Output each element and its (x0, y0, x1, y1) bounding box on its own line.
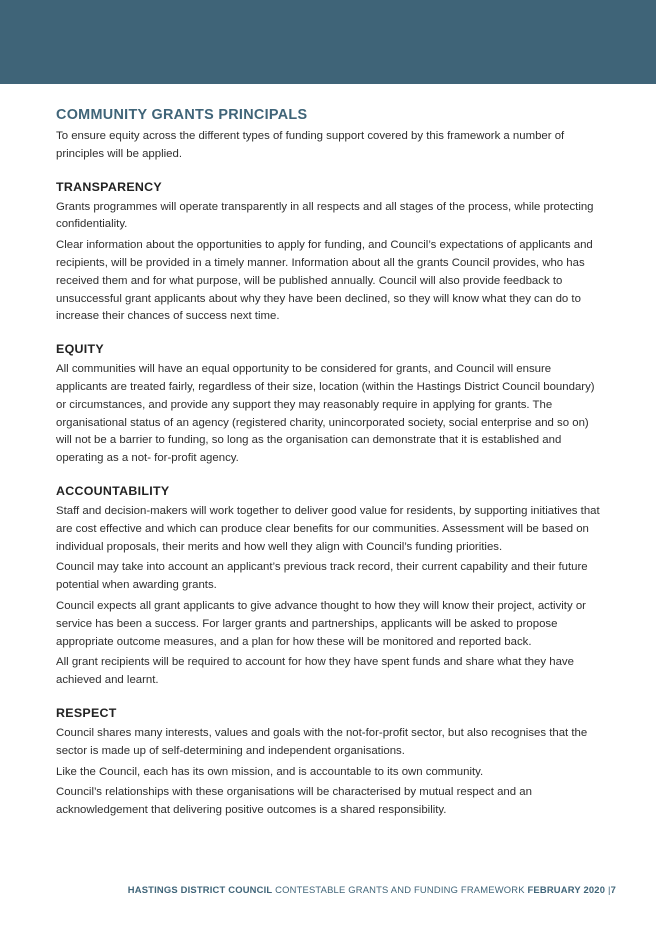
paragraph: Council may take into account an applicant’s previous track record, their current capability and their future potential when awarding grants. (56, 561, 588, 592)
footer-doc-title: CONTESTABLE GRANTS AND FUNDING FRAMEWORK (275, 884, 525, 895)
paragraph: Council expects all grant applicants to give advance thought to how they will know their project, activity or service has been a success. For larger grants and partnerships, applicants will be asked to propose appropriate outcome measures, and a plan for how these will be monitored and reported back. (56, 599, 586, 648)
document-body (56, 107, 604, 823)
paragraph: Council shares many interests, values and goals with the not-for-profit sector, but also recognises that the sector is made up of self-determining and independent organisations. (56, 726, 588, 757)
intro-paragraph: To ensure equity across the different types of funding support covered by this framework a number of principles will be applied. (56, 130, 565, 160)
footer-date: FEBRUARY 2020 (527, 884, 606, 895)
section-equity (56, 342, 604, 468)
paragraph: All grant recipients will be required to account for how they have spent funds and share what they have achieved and learnt. (56, 656, 574, 687)
section-heading-respect: RESPECT (56, 705, 117, 720)
paragraph: Like the Council, each has its own mission, and is accountable to its own community. (56, 765, 484, 778)
page-footer (128, 884, 616, 895)
section-accountability (56, 484, 604, 690)
page-title: COMMUNITY GRANTS PRINCIPALS (56, 107, 308, 123)
paragraph: Council’s relationships with these organisations will be characterised by mutual respect and an acknowledgement that delivering positive outcomes is a shared responsibility. (56, 786, 532, 817)
section-heading-equity: EQUITY (56, 342, 104, 357)
section-heading-transparency: TRANSPARENCY (56, 179, 162, 194)
header-band (0, 0, 656, 84)
section-respect (56, 706, 604, 820)
section-transparency (56, 180, 604, 327)
section-heading-accountability: ACCOUNTABILITY (56, 483, 170, 498)
footer-org: HASTINGS DISTRICT COUNCIL (127, 884, 273, 895)
paragraph: All communities will have an equal opportunity to be considered for grants, and Council will ensure applicants are treated fairly, regardless of their size, location (within the Hastings District Council boundary) or circumstances, and provide any support they may reasonably require in applying for grants. The organisational status of an agency (registered charity, unincorporated society, social enterprise and so on) will not be a barrier to funding, so long as the organisation can demonstrate that it is established and operating as a not- for-profit agency. (56, 363, 595, 465)
paragraph: Grants programmes will operate transparently in all respects and all stages of the process, while protecting confidentiality. (56, 200, 594, 231)
paragraph: Clear information about the opportunities to apply for funding, and Council’s expectations of applicants and recipients, will be provided in a timely manner. Information about all the grants Council provides, who has received them and for what purpose, will be published annually. Council will also provide feedback to unsuccessful grant applicants about why they have been declined, so they will know what they can do to increase their chances of success next time. (56, 239, 593, 323)
footer-separator: | (607, 884, 611, 895)
paragraph: Staff and decision-makers will work together to deliver good value for residents, by supporting initiatives that are cost effective and which can produce clear benefits for our communities. Assessment will be based on individual proposals, their merits and how well they align with Council’s funding priorities. (56, 504, 600, 553)
page-number: 7 (610, 884, 616, 895)
